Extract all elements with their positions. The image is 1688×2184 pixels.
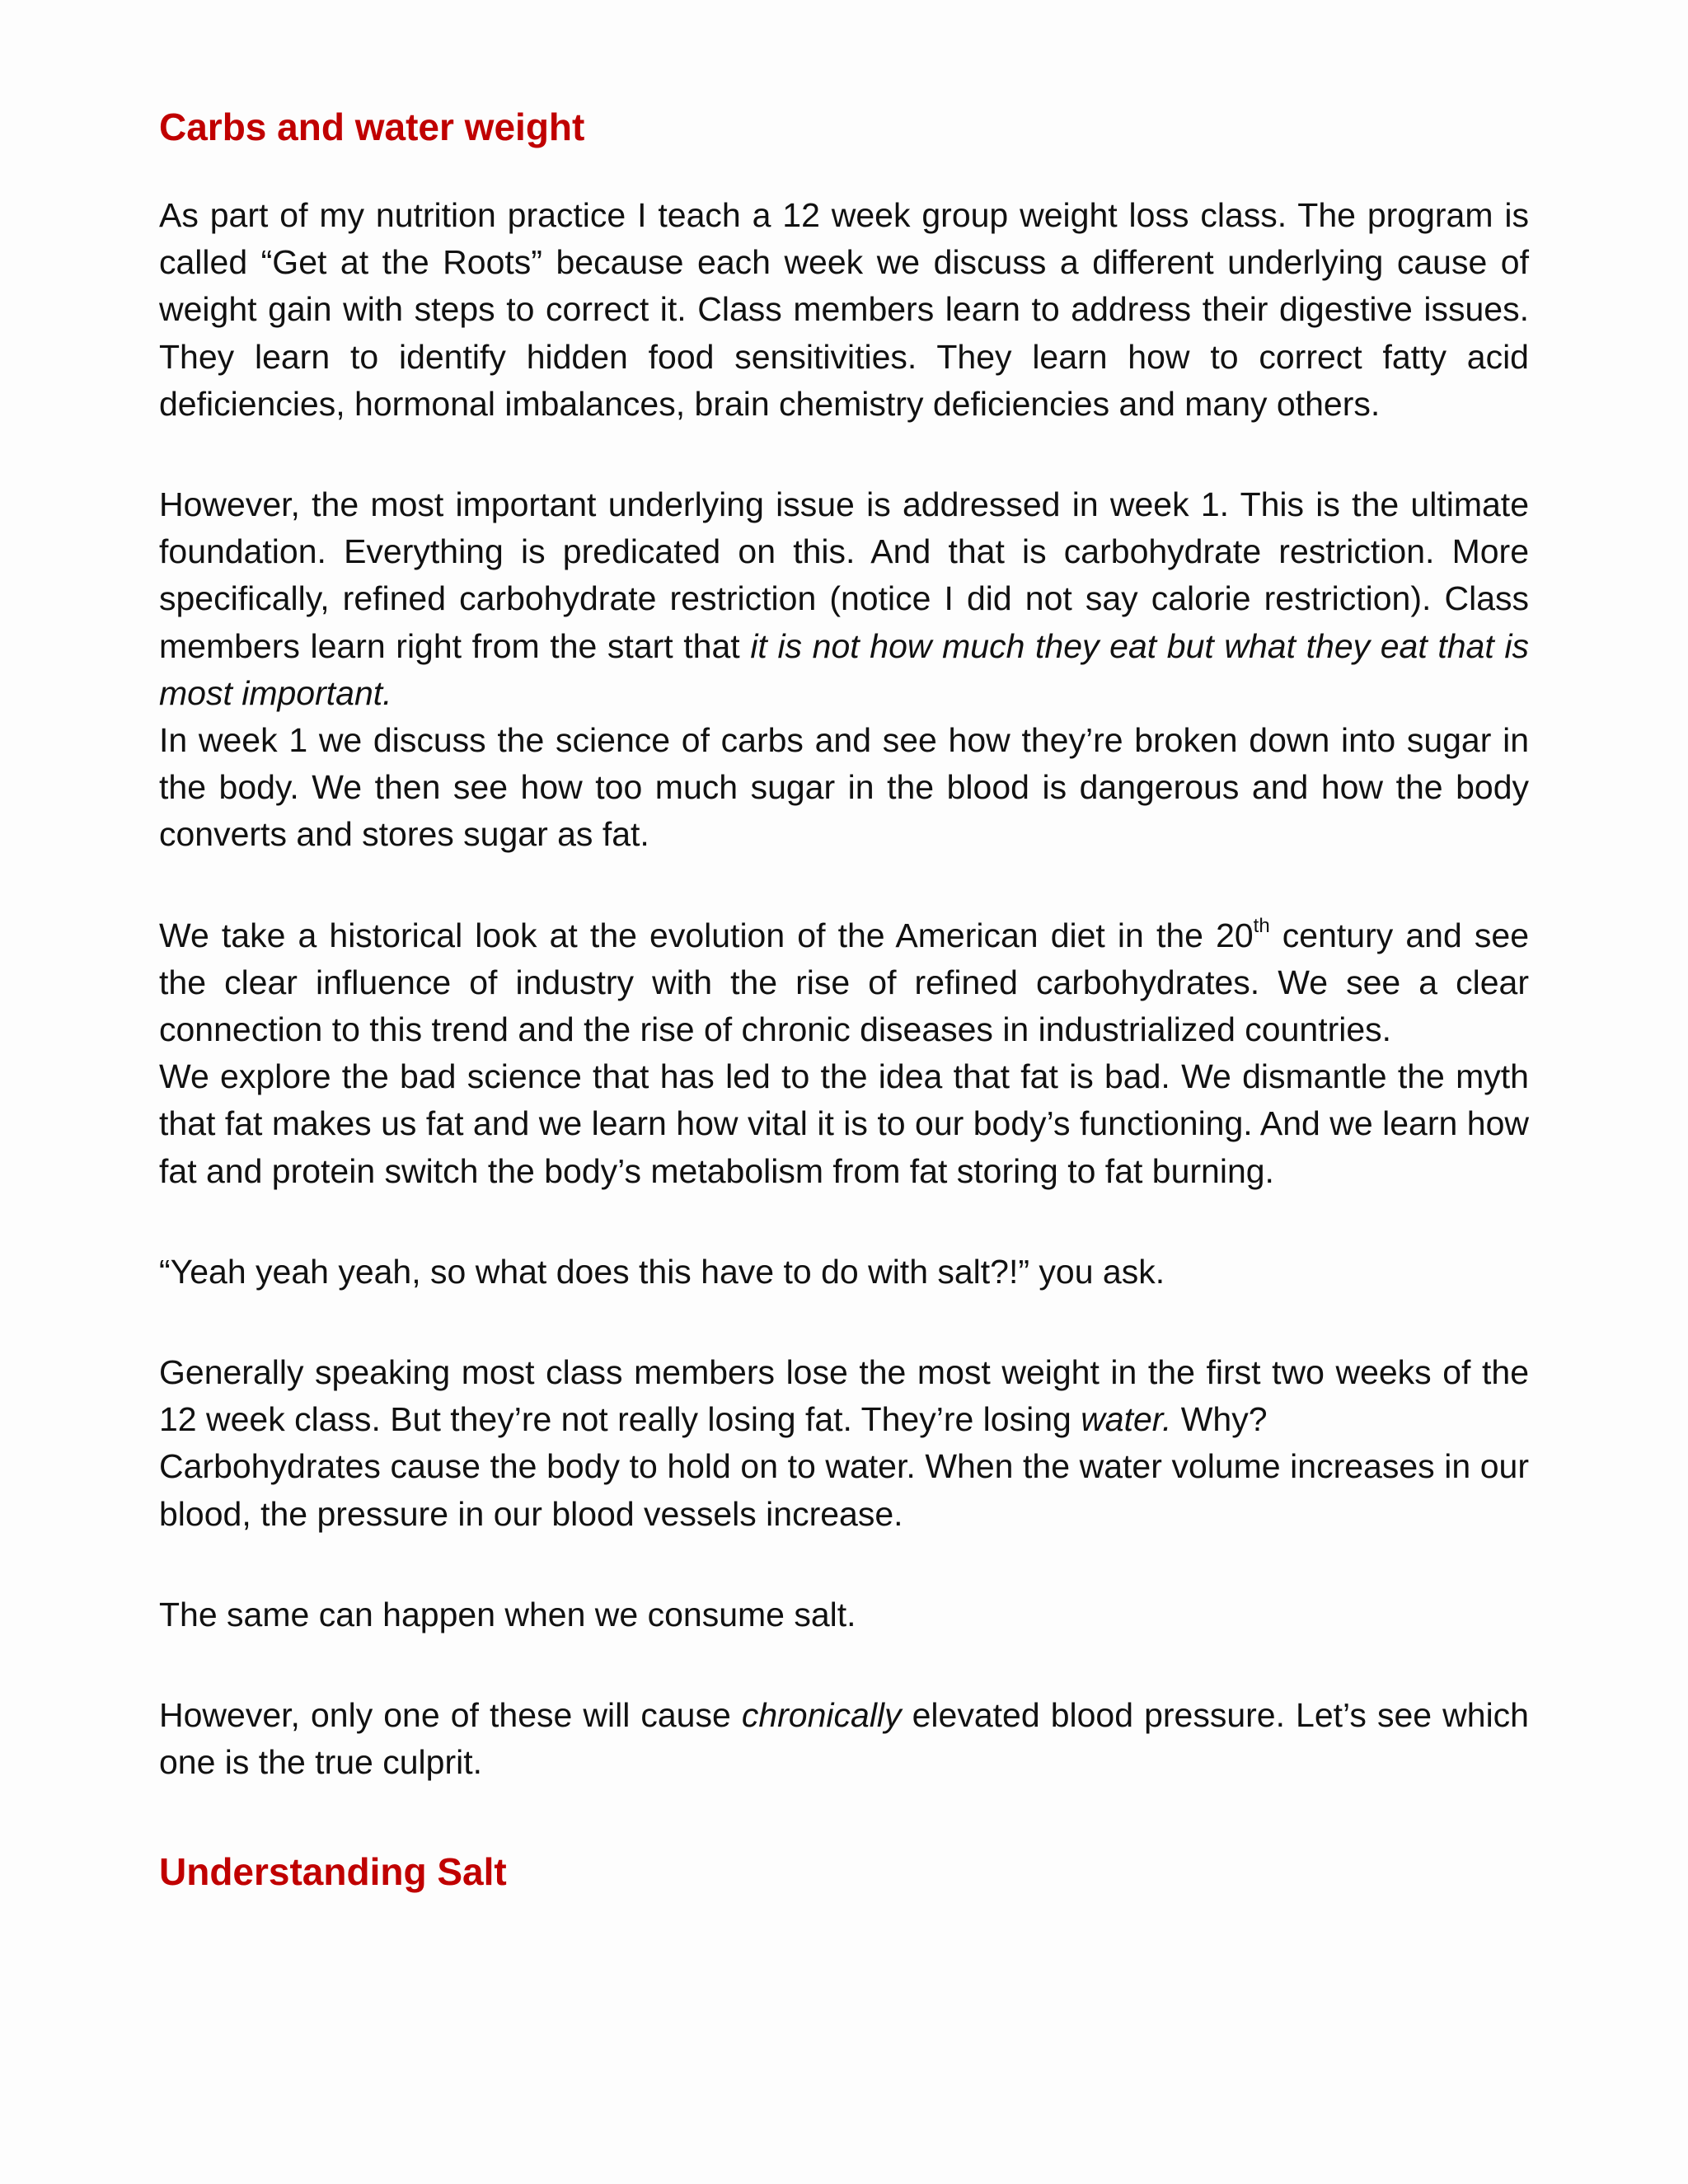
paragraph-most-important-issue	[159, 481, 1529, 717]
paragraph-yeah-quote: “Yeah yeah yeah, so what does this have to do with salt?!” you ask.	[159, 1252, 1165, 1291]
paragraph-same-with-salt: The same can happen when we consume salt.	[159, 1595, 856, 1633]
paragraph-most-important-issue-emphasis: it is not how much they eat but what they eat that is most important.	[159, 626, 1529, 712]
paragraph-week-one-science: In week 1 we discuss the science of carbs and see how they’re broken down into sugar in the body. We then see how too much sugar in the blood is dangerous and how the body converts and stores sugar as fat.	[159, 721, 1529, 854]
paragraph-true-culprit	[159, 1692, 1529, 1786]
heading-carbs-and-water-weight: Carbs and water weight	[159, 105, 585, 148]
paragraph-true-culprit-before: However, only one of these will cause	[159, 1696, 742, 1735]
superscript-th: th	[1253, 914, 1270, 937]
paragraph-true-culprit-emphasis: chronically	[741, 1696, 902, 1735]
heading-understanding-salt: Understanding Salt	[159, 1850, 507, 1894]
paragraph-historical-look-before: We take a historical look at the evolution of the American diet in the 20	[159, 916, 1254, 954]
paragraph-lose-weight-emphasis: water.	[1081, 1400, 1172, 1439]
paragraph-historical-look	[159, 912, 1529, 1054]
paragraph-bad-science: We explore the bad science that has led to the idea that fat is bad. We dismantle the myth that fat makes us fat and we learn how vital it is to our body’s functioning. And we learn how fat and protein switch the body’s metabolism from fat storing to fat burning.	[159, 1057, 1529, 1190]
document-content	[159, 95, 1529, 1904]
paragraph-most-important-issue-text: However, the most important underlying issue is addressed in week 1. This is the ultimate foundation. Everything is predicated on this. And that is carbohydrate restriction. More specifically, refined carbohydrate restriction (notice I did not say calorie restriction). Class members learn right from the start that	[159, 485, 1529, 665]
paragraph-lose-weight-after: Why?	[1171, 1400, 1268, 1439]
paragraph-historical-look-after: century and see the clear influence of industry with the rise of refined carbohydrates. We see a clear connection to this trend and the rise of chronic diseases in industrialized countries.	[159, 916, 1529, 1049]
paragraph-lose-weight	[159, 1349, 1529, 1443]
paragraph-true-culprit-after: elevated blood pressure. Let’s see which one is the true culprit.	[159, 1696, 1529, 1782]
paragraph-lose-weight-before: Generally speaking most class members lose the most weight in the first two weeks of the 12 week class. But they’re not really losing fat. They’re losing	[159, 1353, 1529, 1439]
paragraph-carbohydrates-water: Carbohydrates cause the body to hold on to water. When the water volume increases in our blood, the pressure in our blood vessels increase.	[159, 1447, 1529, 1533]
paragraph-nutrition-practice: As part of my nutrition practice I teach a 12 week group weight loss class. The program is called “Get at the Roots” because each week we discuss a different underlying cause of weight gain with steps to correct it. Class members learn to address their digestive issues. They learn to identify hidden food sensitivities. They learn how to correct fatty acid deficiencies, hormonal imbalances, brain chemistry deficiencies and many others.	[159, 196, 1529, 423]
